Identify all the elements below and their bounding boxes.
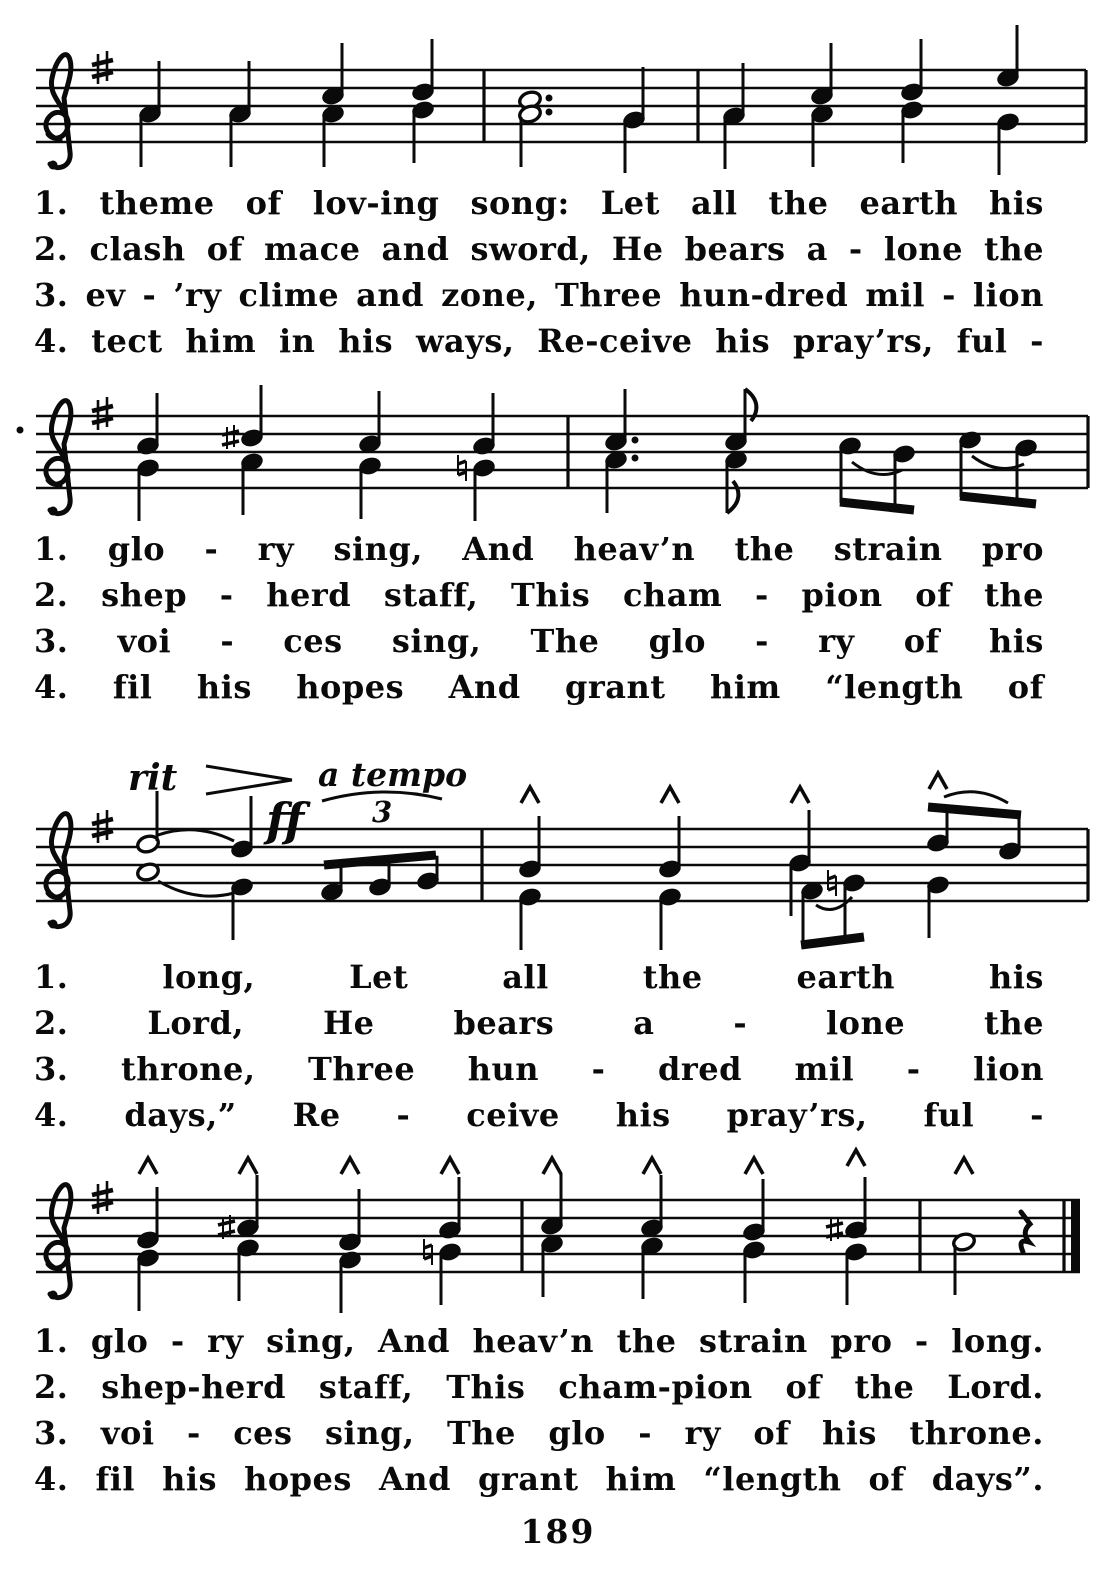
lyric-word: throne, bbox=[120, 1050, 256, 1088]
lyric-word: 4. bbox=[34, 668, 69, 706]
lyric-word: This bbox=[511, 576, 591, 614]
lyric-word: - bbox=[906, 1050, 921, 1088]
lyric-line-verse-2 bbox=[34, 226, 1044, 272]
lyric-line-verse-4 bbox=[34, 318, 1044, 364]
lyric-word: Three bbox=[554, 276, 663, 314]
lyric-line-verse-4 bbox=[34, 1456, 1044, 1502]
lyric-word: 2. bbox=[34, 230, 69, 268]
lyric-word: And bbox=[378, 1322, 451, 1360]
staff-system-4 bbox=[0, 1142, 1116, 1318]
lyric-word: And bbox=[378, 1460, 451, 1498]
lyric-word: sword, bbox=[470, 230, 591, 268]
lyric-word: - bbox=[848, 230, 863, 268]
lyric-word: his bbox=[338, 322, 394, 360]
natural-accidental bbox=[424, 1245, 432, 1248]
marcato-accent-icon bbox=[543, 1158, 561, 1174]
lyric-line-verse-1 bbox=[34, 526, 1044, 572]
lyric-word: And bbox=[448, 668, 521, 706]
natural-accidental bbox=[458, 461, 466, 464]
lyric-word: hun bbox=[467, 1050, 540, 1088]
lyric-word: clash bbox=[89, 230, 186, 268]
lyric-word: heav’n bbox=[573, 530, 696, 568]
sharp-accidental bbox=[222, 441, 239, 445]
staff-system-2 bbox=[0, 368, 1116, 526]
lyric-word: Let bbox=[349, 958, 409, 996]
lyric-word: long. bbox=[951, 1322, 1044, 1360]
note-chord bbox=[228, 61, 253, 167]
lyric-word: herd bbox=[266, 576, 352, 614]
lyric-word: 4. bbox=[34, 1096, 69, 1134]
note-chord bbox=[892, 444, 917, 509]
natural-accidental bbox=[424, 1256, 432, 1259]
lyric-line-verse-4 bbox=[34, 664, 1044, 710]
lyric-word: - bbox=[170, 1322, 185, 1360]
treble-clef-icon bbox=[49, 920, 58, 929]
lyric-word: This bbox=[446, 1368, 526, 1406]
lyric-line-verse-2 bbox=[34, 1000, 1044, 1046]
lyric-word: of bbox=[206, 230, 243, 268]
directive-rit: rit bbox=[128, 757, 178, 799]
lyric-word: mil bbox=[794, 1050, 855, 1088]
staff-system-3 bbox=[0, 714, 1116, 954]
lyric-word: bears bbox=[453, 1004, 555, 1042]
marcato-accent-icon bbox=[441, 1158, 459, 1174]
lyric-line-verse-2 bbox=[34, 1364, 1044, 1410]
lyric-word: - bbox=[396, 1096, 411, 1134]
lyric-word: glo bbox=[648, 622, 706, 660]
note-chord bbox=[136, 1158, 161, 1311]
note-chord bbox=[411, 39, 436, 163]
note-chord bbox=[518, 90, 553, 167]
lyric-word: cham-pion bbox=[558, 1368, 753, 1406]
lyric-word: earth bbox=[796, 958, 896, 996]
sharp-accidental bbox=[218, 1231, 235, 1235]
lyric-word: ways, bbox=[415, 322, 515, 360]
lyric-word: him bbox=[605, 1460, 677, 1498]
lyric-word: in bbox=[278, 322, 316, 360]
lyric-word: Re-ceive bbox=[537, 322, 693, 360]
lyric-word: - bbox=[1030, 322, 1044, 360]
lyric-word: strain bbox=[699, 1322, 808, 1360]
lyric-word: glo bbox=[548, 1414, 606, 1452]
lyric-word: staff, bbox=[383, 576, 479, 614]
lyric-word: tect bbox=[91, 322, 163, 360]
note-chord bbox=[222, 385, 264, 515]
lyric-line-verse-3 bbox=[34, 1046, 1044, 1092]
natural-accidental bbox=[828, 887, 836, 890]
lyric-word: 2. bbox=[34, 1004, 69, 1042]
music-system-2 bbox=[0, 368, 1116, 526]
lyrics-block-4 bbox=[34, 1318, 1044, 1502]
lyric-word: Re bbox=[292, 1096, 341, 1134]
lyric-word: 1. bbox=[34, 1322, 69, 1360]
note-chord bbox=[640, 1158, 665, 1299]
lyric-line-verse-3 bbox=[34, 618, 1044, 664]
lyric-word: The bbox=[530, 622, 600, 660]
slur bbox=[816, 897, 852, 910]
lyric-word: ceive bbox=[466, 1096, 560, 1134]
music-system-1 bbox=[0, 8, 1116, 180]
lyric-word: 1. bbox=[34, 958, 69, 996]
lyric-word: hun-dred bbox=[679, 276, 849, 314]
lyric-word: shep-herd bbox=[101, 1368, 286, 1406]
lyric-word: - bbox=[754, 576, 769, 614]
lyric-word: his bbox=[615, 1096, 671, 1134]
note-chord bbox=[996, 25, 1021, 175]
lyric-line-verse-2 bbox=[34, 572, 1044, 618]
note-chord bbox=[826, 1150, 868, 1305]
note-chord bbox=[540, 1158, 565, 1297]
treble-clef-icon bbox=[46, 55, 71, 168]
lyric-line-verse-4 bbox=[34, 1092, 1044, 1138]
marcato-accent-icon bbox=[521, 787, 539, 803]
lyric-word: throne. bbox=[909, 1414, 1044, 1452]
lyric-word: And bbox=[462, 530, 535, 568]
lyric-word: 2. bbox=[34, 1368, 69, 1406]
lyric-word: of bbox=[868, 1460, 905, 1498]
continuation-dot bbox=[17, 427, 24, 434]
key-signature-sharp bbox=[92, 60, 113, 65]
final-barline bbox=[1071, 1200, 1080, 1272]
note-chord bbox=[230, 796, 255, 940]
lyric-word: sing, bbox=[325, 1414, 415, 1452]
note-chord bbox=[926, 875, 951, 938]
natural-accidental bbox=[458, 472, 466, 475]
lyric-word: clime bbox=[238, 276, 340, 314]
note-chord bbox=[742, 1158, 767, 1303]
lyric-word: He bbox=[611, 230, 664, 268]
lyric-word: him bbox=[709, 668, 781, 706]
lyric-word: of bbox=[753, 1414, 790, 1452]
lyric-word: his bbox=[821, 1414, 877, 1452]
lyric-word: - bbox=[942, 276, 956, 314]
lyric-word: lone bbox=[826, 1004, 906, 1042]
lyric-word: pro bbox=[981, 530, 1044, 568]
lyric-word: - bbox=[755, 622, 769, 660]
lyric-word: 4. bbox=[34, 1460, 69, 1498]
lyric-word: 3. bbox=[34, 622, 69, 660]
lyric-word: Three bbox=[308, 1050, 416, 1088]
treble-clef-icon bbox=[46, 814, 71, 927]
lyric-word: the bbox=[642, 958, 703, 996]
lyric-word: mace bbox=[264, 230, 361, 268]
lyrics-block-2 bbox=[34, 526, 1044, 710]
lyric-word: him bbox=[185, 322, 257, 360]
lyric-word: mil bbox=[865, 276, 925, 314]
lyric-word: “length bbox=[825, 668, 964, 706]
marcato-accent-icon bbox=[341, 1158, 359, 1174]
lyric-word: “length bbox=[703, 1460, 842, 1498]
treble-clef-icon bbox=[49, 507, 58, 516]
augmentation-dot bbox=[632, 455, 639, 462]
beam bbox=[840, 502, 914, 510]
lyric-word: days,” bbox=[124, 1096, 237, 1134]
marcato-accent-icon bbox=[791, 787, 809, 803]
lyric-word: - bbox=[142, 276, 157, 314]
lyric-word: heav’n bbox=[472, 1322, 595, 1360]
lyric-word: ces bbox=[233, 1414, 293, 1452]
lyric-word: 1. bbox=[34, 530, 69, 568]
lyric-line-verse-3 bbox=[34, 1410, 1044, 1456]
lyric-word: 4. bbox=[34, 322, 69, 360]
marcato-accent-icon bbox=[955, 1158, 973, 1174]
lyric-word: sing, bbox=[391, 622, 482, 660]
lyric-word: all bbox=[690, 184, 738, 222]
lyric-word: - bbox=[733, 1004, 748, 1042]
lyric-word: and bbox=[356, 276, 425, 314]
lyric-word: Let bbox=[600, 184, 660, 222]
note-chord bbox=[900, 39, 925, 163]
lyric-word: lion bbox=[972, 276, 1044, 314]
slur bbox=[944, 792, 1008, 803]
note-chord bbox=[998, 814, 1023, 861]
slur bbox=[158, 830, 234, 841]
lyric-word: fil bbox=[95, 1460, 136, 1498]
lyric-word: - bbox=[186, 1414, 201, 1452]
note-chord bbox=[136, 791, 161, 882]
beam bbox=[928, 807, 1021, 815]
lyric-word: 3. bbox=[34, 1050, 69, 1088]
lyric-word: lion bbox=[973, 1050, 1044, 1088]
lyric-word: ’ry bbox=[173, 276, 222, 314]
lyric-word: a bbox=[633, 1004, 655, 1042]
lyric-word: Lord, bbox=[147, 1004, 245, 1042]
lyric-word: the bbox=[768, 184, 829, 222]
lyric-word: glo bbox=[107, 530, 166, 568]
lyric-word: grant bbox=[477, 1460, 579, 1498]
lyric-word: - bbox=[220, 622, 235, 660]
lyric-word: the bbox=[984, 576, 1044, 614]
lyric-word: The bbox=[446, 1414, 516, 1452]
lyric-word: his bbox=[162, 1460, 218, 1498]
lyric-word: days”. bbox=[931, 1460, 1044, 1498]
lyric-word: pro bbox=[830, 1322, 893, 1360]
lyric-word: 3. bbox=[34, 1414, 69, 1452]
lyric-word: pray’rs, bbox=[726, 1096, 868, 1134]
lyric-word: all bbox=[502, 958, 549, 996]
lyric-word: He bbox=[322, 1004, 375, 1042]
lyric-word: fil bbox=[112, 668, 153, 706]
marcato-accent-icon bbox=[239, 1158, 257, 1174]
beam bbox=[324, 855, 436, 865]
note-chord bbox=[518, 787, 543, 950]
note-chord bbox=[138, 61, 163, 167]
lyric-word: the bbox=[984, 230, 1044, 268]
lyric-word: lone bbox=[883, 230, 963, 268]
lyric-word: his bbox=[715, 322, 771, 360]
decrescendo-hairpin bbox=[206, 766, 292, 780]
treble-clef-icon bbox=[46, 1185, 71, 1298]
lyric-word: ry bbox=[257, 530, 295, 568]
lyric-word: lov-ing bbox=[312, 184, 440, 222]
lyric-word: of bbox=[245, 184, 282, 222]
marcato-accent-icon bbox=[929, 773, 947, 789]
note-chord bbox=[952, 1158, 977, 1295]
lyric-word: ev bbox=[85, 276, 126, 314]
lyric-word: hopes bbox=[244, 1460, 352, 1498]
note-chord bbox=[136, 393, 161, 521]
lyric-word: the bbox=[854, 1368, 915, 1406]
lyric-word: - bbox=[219, 576, 234, 614]
eighth-flag bbox=[727, 481, 738, 513]
note-chord bbox=[218, 1158, 260, 1301]
note-chord bbox=[828, 870, 866, 938]
lyric-word: - bbox=[1030, 1096, 1044, 1134]
lyric-word: - bbox=[914, 1322, 929, 1360]
lyric-line-verse-1 bbox=[34, 1318, 1044, 1364]
note-chord bbox=[800, 881, 825, 944]
staff-group bbox=[36, 51, 1086, 170]
note-chord bbox=[622, 67, 647, 173]
key-signature-sharp bbox=[92, 819, 113, 824]
lyric-word: a bbox=[806, 230, 828, 268]
lyrics-block-1 bbox=[34, 180, 1044, 364]
note-chord bbox=[416, 856, 441, 892]
lyric-line-verse-1 bbox=[34, 954, 1044, 1000]
lyric-word: of bbox=[903, 622, 940, 660]
lyric-word: ful bbox=[923, 1096, 975, 1134]
music-system-4 bbox=[0, 1142, 1116, 1318]
lyric-word: cham bbox=[622, 576, 723, 614]
lyric-word: song: bbox=[470, 184, 570, 222]
lyric-word: ry bbox=[207, 1322, 244, 1360]
staff-system-1 bbox=[0, 8, 1116, 180]
augmentation-dot bbox=[546, 109, 553, 116]
key-signature-sharp bbox=[92, 1190, 113, 1195]
lyric-word: staff, bbox=[318, 1368, 414, 1406]
key-signature-sharp bbox=[92, 406, 113, 411]
decrescendo-hairpin bbox=[206, 780, 292, 794]
music-system-3 bbox=[0, 714, 1116, 954]
lyric-word: earth bbox=[859, 184, 958, 222]
lyric-line-verse-1 bbox=[34, 180, 1044, 226]
lyric-word: the bbox=[734, 530, 795, 568]
lyric-word: 3. bbox=[34, 276, 69, 314]
key-signature-sharp bbox=[92, 72, 113, 77]
directive-a-tempo: a tempo bbox=[318, 755, 468, 794]
note-chord bbox=[658, 787, 683, 950]
note-chord bbox=[424, 1158, 462, 1305]
lyric-word: - bbox=[591, 1050, 606, 1088]
lyric-word: - bbox=[638, 1414, 652, 1452]
marcato-accent-icon bbox=[745, 1158, 763, 1174]
treble-clef-icon bbox=[46, 401, 71, 514]
augmentation-dot bbox=[546, 95, 553, 102]
key-signature-sharp bbox=[92, 418, 113, 423]
lyric-word: ful bbox=[956, 322, 1008, 360]
lyrics-block-3 bbox=[34, 954, 1044, 1138]
lyric-word: glo bbox=[90, 1322, 149, 1360]
lyric-word: the bbox=[616, 1322, 677, 1360]
lyric-word: his bbox=[988, 622, 1044, 660]
natural-accidental bbox=[828, 876, 836, 879]
sharp-accidental bbox=[218, 1221, 235, 1225]
staff-group bbox=[17, 397, 1089, 516]
lyric-word: of bbox=[1007, 668, 1044, 706]
marcato-accent-icon bbox=[643, 1158, 661, 1174]
lyric-word: ry bbox=[818, 622, 855, 660]
lyric-word: ry bbox=[684, 1414, 721, 1452]
note-chord bbox=[926, 773, 951, 853]
page-number: 189 bbox=[520, 1512, 596, 1551]
directive-ff: ff bbox=[266, 793, 305, 847]
lyric-word: strain bbox=[833, 530, 943, 568]
lyric-word: long, bbox=[162, 958, 256, 996]
lyric-word: sing, bbox=[266, 1322, 356, 1360]
lyric-word: hopes bbox=[296, 668, 405, 706]
lyric-word: Lord. bbox=[947, 1368, 1044, 1406]
lyric-word: pion bbox=[801, 576, 883, 614]
note-chord bbox=[722, 63, 747, 169]
lyric-word: 1. bbox=[34, 184, 69, 222]
lyric-word: shep bbox=[101, 576, 188, 614]
marcato-accent-icon bbox=[847, 1150, 865, 1166]
lyric-word: his bbox=[989, 184, 1044, 222]
lyric-line-verse-3 bbox=[34, 272, 1044, 318]
lyric-word: ces bbox=[283, 622, 343, 660]
key-signature-sharp bbox=[92, 1202, 113, 1207]
beam bbox=[960, 496, 1036, 504]
lyric-word: zone, bbox=[441, 276, 538, 314]
lyric-word: bears bbox=[684, 230, 786, 268]
marcato-accent-icon bbox=[139, 1158, 157, 1174]
beam bbox=[801, 937, 864, 945]
marcato-accent-icon bbox=[661, 787, 679, 803]
augmentation-dot bbox=[632, 437, 639, 444]
lyric-word: dred bbox=[657, 1050, 742, 1088]
lyric-word: voi bbox=[117, 622, 172, 660]
lyric-word: his bbox=[989, 958, 1044, 996]
lyric-word: pray’rs, bbox=[792, 322, 934, 360]
note-chord bbox=[358, 391, 383, 519]
treble-clef-icon bbox=[49, 161, 58, 170]
lyric-word: 2. bbox=[34, 576, 69, 614]
lyric-word: sing, bbox=[333, 530, 423, 568]
lyric-word: voi bbox=[100, 1414, 155, 1452]
treble-clef-icon bbox=[49, 1291, 58, 1300]
key-signature-sharp bbox=[92, 831, 113, 836]
directive-triplet-3: 3 bbox=[372, 795, 393, 829]
lyric-word: of bbox=[915, 576, 952, 614]
lyric-word: the bbox=[984, 1004, 1044, 1042]
lyric-word: - bbox=[204, 530, 219, 568]
lyric-word: of bbox=[785, 1368, 822, 1406]
lyric-word: grant bbox=[565, 668, 666, 706]
lyric-word: theme bbox=[99, 184, 215, 222]
lyric-word: his bbox=[196, 668, 252, 706]
lyric-word: and bbox=[381, 230, 450, 268]
note-chord bbox=[458, 393, 496, 521]
sharp-accidental bbox=[826, 1223, 843, 1227]
